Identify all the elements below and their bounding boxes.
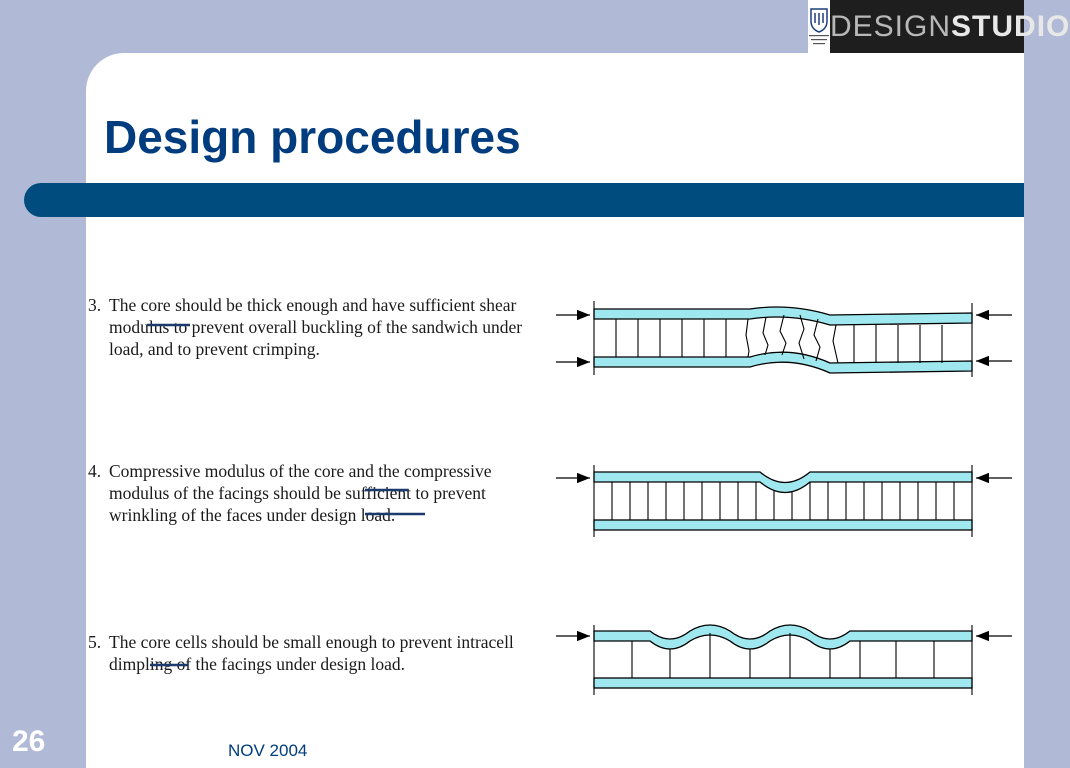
logo-wordmark: DESIGNSTUDIO	[830, 9, 1070, 43]
sandwich-failure-diagrams	[550, 285, 1020, 705]
slide-number: 26	[12, 725, 46, 758]
wrinkling-diagram	[556, 465, 1012, 537]
dimpling-diagram	[556, 625, 1012, 695]
buckling-diagram	[556, 301, 1012, 377]
procedure-item-3: 3. The core should be thick enough and have sufficient shear modulus to prevent overall buckling of the sandwich under load, and to prevent crimping.	[88, 295, 523, 359]
procedure-item-5: 5. The core cells should be small enough to prevent intracell dimpling of the facings under design load.	[88, 632, 514, 674]
footer-date: NOV 2004	[228, 741, 308, 760]
procedure-item-4: 4. Compressive modulus of the core and the compressive modulus of the facings should be sufficient to prevent wrinkling of the faces under design load.	[88, 461, 492, 525]
slide-title: Design procedures	[104, 111, 521, 163]
